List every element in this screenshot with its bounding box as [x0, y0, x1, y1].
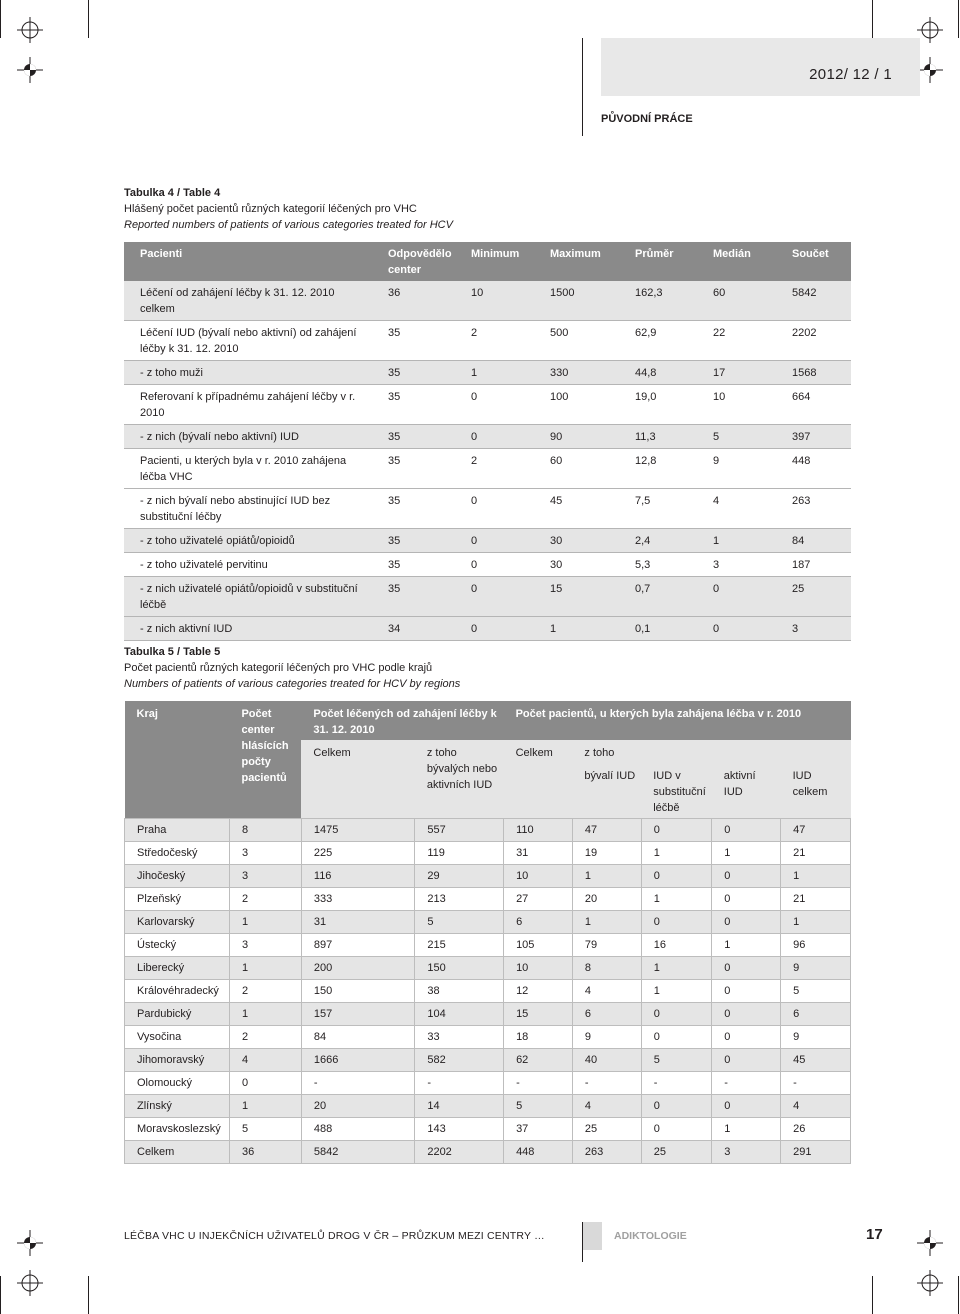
table-cell: 0 [641, 1003, 712, 1026]
table-cell: 0 [712, 865, 781, 888]
region-name: Jihočeský [125, 865, 230, 888]
table-cell: 40 [572, 1049, 641, 1072]
table-cell: 105 [504, 934, 573, 957]
table-cell: 116 [301, 865, 414, 888]
region-name: Moravskoslezský [125, 1118, 230, 1141]
table-cell: 1 [641, 842, 712, 865]
table-cell: 0 [467, 529, 546, 553]
table-cell: 0 [712, 957, 781, 980]
table-cell: 0 [712, 1003, 781, 1026]
registration-mark-icon [17, 57, 43, 83]
table-cell: 0 [709, 577, 788, 617]
row-label: - z toho uživatelé pervitinu [124, 553, 376, 577]
table-cell: 25 [788, 577, 851, 617]
table-cell: 1 [229, 1095, 301, 1118]
table-cell: 20 [572, 888, 641, 911]
table-cell: 215 [415, 934, 504, 957]
table-cell: 25 [572, 1118, 641, 1141]
table4-caption [124, 185, 453, 233]
row-label: - z toho uživatelé opiátů/opioidů [124, 529, 376, 553]
table-cell: 0 [467, 553, 546, 577]
header-iud-substituce: IUD v substituční léčbě [641, 763, 712, 819]
table-cell: 5 [781, 980, 851, 1003]
header-rule [582, 38, 583, 136]
table-cell: 2,4 [631, 529, 709, 553]
table-cell: 2202 [788, 321, 851, 361]
table-cell: 36 [376, 281, 467, 321]
table-cell: 0 [641, 865, 712, 888]
table-cell: 3 [712, 1141, 781, 1164]
table-cell: 1 [712, 842, 781, 865]
table-row [125, 1118, 851, 1141]
table-cell: 2 [229, 1026, 301, 1049]
table-cell: 0 [467, 577, 546, 617]
table-cell: 2202 [415, 1141, 504, 1164]
row-label: Léčení od zahájení léčby k 31. 12. 2010 celkem [124, 281, 376, 321]
registration-mark-icon [917, 1230, 943, 1256]
table-cell: 4 [709, 489, 788, 529]
table-cell: 0 [641, 1118, 712, 1141]
region-name: Královéhradecký [125, 980, 230, 1003]
header-center-count: Počet center hlásících počty pacientů [229, 701, 301, 819]
table-cell: 5842 [301, 1141, 414, 1164]
table-cell: 557 [415, 819, 504, 842]
table-cell: 0 [641, 819, 712, 842]
table-row [125, 911, 851, 934]
table-cell: 0 [467, 385, 546, 425]
table-row [124, 553, 851, 577]
table-cell: 1 [709, 529, 788, 553]
table-cell: 897 [301, 934, 414, 957]
table-row [124, 425, 851, 449]
table5 [124, 701, 851, 1164]
row-label: - z toho muži [124, 361, 376, 385]
table-row [125, 819, 851, 842]
table-cell: 33 [415, 1026, 504, 1049]
issue-number: 2012/ 12 / 1 [809, 66, 892, 83]
region-name: Pardubický [125, 1003, 230, 1026]
header-byvali-iud: bývalí IUD [572, 763, 641, 819]
table-cell: 10 [709, 385, 788, 425]
table-cell: 664 [788, 385, 851, 425]
table-row [124, 321, 851, 361]
table-row [124, 577, 851, 617]
table-cell: 0 [467, 489, 546, 529]
table-cell: 30 [546, 529, 631, 553]
row-label: - z nich bývalí nebo abstinující IUD bez substituční léčby [124, 489, 376, 529]
table-cell: 10 [504, 865, 573, 888]
table-row [125, 1003, 851, 1026]
table-cell: 7,5 [631, 489, 709, 529]
table-row [125, 842, 851, 865]
table-cell: 0 [641, 911, 712, 934]
table4-header-row [124, 242, 851, 281]
table-cell: 397 [788, 425, 851, 449]
table-cell: 47 [572, 819, 641, 842]
region-name: Vysočina [125, 1026, 230, 1049]
table-cell: 225 [301, 842, 414, 865]
table-cell: - [781, 1072, 851, 1095]
table-cell: 5,3 [631, 553, 709, 577]
footer-journal-name: ADIKTOLOGIE [614, 1230, 687, 1242]
table-cell: 35 [376, 577, 467, 617]
table4-subtitle-en: Reported numbers of patients of various categories treated for HCV [124, 219, 453, 231]
table-row [125, 1026, 851, 1049]
table-cell: 14 [415, 1095, 504, 1118]
region-name: Plzeňský [125, 888, 230, 911]
table-row [125, 888, 851, 911]
table-cell: 12,8 [631, 449, 709, 489]
table-cell: 79 [572, 934, 641, 957]
table-cell: 25 [641, 1141, 712, 1164]
table-cell: 5 [641, 1049, 712, 1072]
table-cell: 8 [229, 819, 301, 842]
table-cell: 263 [788, 489, 851, 529]
table-cell: 5 [415, 911, 504, 934]
table-cell: 5 [504, 1095, 573, 1118]
region-name: Ústecký [125, 934, 230, 957]
table-cell: 6 [572, 1003, 641, 1026]
table-cell: 15 [546, 577, 631, 617]
table-cell: 6 [504, 911, 573, 934]
table-cell: 62 [504, 1049, 573, 1072]
region-name: Praha [125, 819, 230, 842]
region-name: Středočeský [125, 842, 230, 865]
table-cell: 150 [415, 957, 504, 980]
table-cell: 330 [546, 361, 631, 385]
table-cell: 35 [376, 489, 467, 529]
table5-title: Tabulka 5 / Table 5 [124, 646, 221, 658]
region-name: Jihomoravský [125, 1049, 230, 1072]
table-cell: 2 [229, 980, 301, 1003]
table-cell: 5 [229, 1118, 301, 1141]
table-cell: 1 [781, 865, 851, 888]
table-row [124, 281, 851, 321]
table-cell: 11,3 [631, 425, 709, 449]
table-cell: 31 [301, 911, 414, 934]
page-number: 17 [866, 1226, 883, 1243]
table5-subtitle-en: Numbers of patients of various categories treated for HCV by regions [124, 678, 461, 690]
table-row [125, 1095, 851, 1118]
section-label: PŮVODNÍ PRÁCE [601, 113, 693, 125]
row-label: - z nich (bývalí nebo aktivní) IUD [124, 425, 376, 449]
table-cell: 21 [781, 842, 851, 865]
table-cell: 0 [712, 911, 781, 934]
table-cell: 110 [504, 819, 573, 842]
table-cell: 1500 [546, 281, 631, 321]
row-label: - z nich aktivní IUD [124, 617, 376, 641]
table-cell: 0 [712, 888, 781, 911]
table-cell: 62,9 [631, 321, 709, 361]
table4-subtitle-cz: Hlášený počet pacientů různých kategorií léčených pro VHC [124, 203, 417, 215]
table-cell: 150 [301, 980, 414, 1003]
header-kraj: Kraj [125, 701, 230, 819]
table-cell: - [712, 1072, 781, 1095]
table-cell: - [641, 1072, 712, 1095]
table-cell: 27 [504, 888, 573, 911]
table-cell: 34 [376, 617, 467, 641]
table-cell: 26 [781, 1118, 851, 1141]
row-label: Pacienti, u kterých byla v r. 2010 zahájena léčba VHC [124, 449, 376, 489]
registration-mark-icon [17, 1270, 43, 1296]
table-cell: 1 [546, 617, 631, 641]
table-cell: 60 [709, 281, 788, 321]
table-row [125, 957, 851, 980]
table-cell: 1 [229, 911, 301, 934]
table-cell: 19 [572, 842, 641, 865]
header-celkem: Celkem [301, 740, 414, 819]
table-cell: 45 [781, 1049, 851, 1072]
table-cell: 187 [788, 553, 851, 577]
table-cell: 0 [229, 1072, 301, 1095]
table-cell: - [504, 1072, 573, 1095]
header-z-toho: z toho [572, 740, 850, 763]
table-cell: 119 [415, 842, 504, 865]
table-cell: 0 [712, 1026, 781, 1049]
table-cell: 3 [229, 934, 301, 957]
table-cell: 0 [712, 980, 781, 1003]
table4-header-cell: Odpovědělo center [376, 242, 467, 281]
header-treated: Počet léčených od zahájení léčby k 31. 12. 2010 [301, 701, 503, 740]
table-cell: 143 [415, 1118, 504, 1141]
table4-header-cell: Maximum [546, 242, 631, 281]
table-cell: 0,1 [631, 617, 709, 641]
table-cell: 9 [572, 1026, 641, 1049]
region-name: Liberecký [125, 957, 230, 980]
table-cell: 213 [415, 888, 504, 911]
table-row [124, 489, 851, 529]
header-iud-celkem: IUD celkem [781, 763, 851, 819]
table-cell: 9 [781, 957, 851, 980]
registration-mark-icon [917, 17, 943, 43]
table-cell: 22 [709, 321, 788, 361]
header-started: Počet pacientů, u kterých byla zahájena léčba v r. 2010 [504, 701, 851, 740]
registration-mark-icon [17, 1230, 43, 1256]
table4-header-cell: Medián [709, 242, 788, 281]
table-cell: 35 [376, 361, 467, 385]
table-cell: 157 [301, 1003, 414, 1026]
table5-caption [124, 644, 460, 692]
table-cell: 35 [376, 321, 467, 361]
table-cell: 5842 [788, 281, 851, 321]
row-label: Referovaní k případnému zahájení léčby v r. 2010 [124, 385, 376, 425]
table-cell: 18 [504, 1026, 573, 1049]
table-cell: 0 [712, 1049, 781, 1072]
table-cell: - [572, 1072, 641, 1095]
row-label: - z nich uživatelé opiátů/opioidů v substituční léčbě [124, 577, 376, 617]
registration-mark-icon [917, 1270, 943, 1296]
table-cell: 1 [641, 888, 712, 911]
table-cell: 45 [546, 489, 631, 529]
table-cell: 17 [709, 361, 788, 385]
region-name: Zlínský [125, 1095, 230, 1118]
table-cell: 44,8 [631, 361, 709, 385]
table-cell: 2 [467, 449, 546, 489]
table-row [125, 1049, 851, 1072]
table-row [125, 1141, 851, 1164]
footer-article-title: LÉČBA VHC U INJEKČNÍCH UŽIVATELŮ DROG V ČR – PRŮZKUM MEZI CENTRY … [124, 1230, 545, 1242]
table-cell: 8 [572, 957, 641, 980]
table-cell: 0 [467, 425, 546, 449]
table-cell: 1 [229, 957, 301, 980]
table-cell: 500 [546, 321, 631, 361]
table-cell: 15 [504, 1003, 573, 1026]
table-cell: 21 [781, 888, 851, 911]
table-row [125, 865, 851, 888]
table-row [124, 361, 851, 385]
table-cell: 84 [788, 529, 851, 553]
table-cell: 16 [641, 934, 712, 957]
table-cell: 333 [301, 888, 414, 911]
registration-mark-icon [917, 57, 943, 83]
table5-subtitle-cz: Počet pacientů různých kategorií léčených pro VHC podle krajů [124, 662, 433, 674]
header-aktivni-iud: aktivní IUD [712, 763, 781, 819]
table-cell: 90 [546, 425, 631, 449]
table-cell: 47 [781, 819, 851, 842]
header-z-toho-iud: z toho bývalých nebo aktivních IUD [415, 740, 504, 819]
table-cell: 1 [712, 1118, 781, 1141]
table-cell: 0 [712, 819, 781, 842]
region-name: Olomoucký [125, 1072, 230, 1095]
table-cell: 29 [415, 865, 504, 888]
table-cell: - [415, 1072, 504, 1095]
table-cell: 84 [301, 1026, 414, 1049]
row-label: Léčení IUD (bývalí nebo aktivní) od zahájení léčby k 31. 12. 2010 [124, 321, 376, 361]
table-cell: 35 [376, 553, 467, 577]
table-cell: 1 [712, 934, 781, 957]
table4-header-cell: Minimum [467, 242, 546, 281]
table-cell: - [301, 1072, 414, 1095]
table-cell: 0,7 [631, 577, 709, 617]
table-cell: 1 [641, 980, 712, 1003]
table-cell: 100 [546, 385, 631, 425]
footer-band [583, 1222, 602, 1250]
table-cell: 4 [572, 1095, 641, 1118]
table-cell: 4 [781, 1095, 851, 1118]
table-cell: 3 [709, 553, 788, 577]
table-cell: 582 [415, 1049, 504, 1072]
registration-mark-icon [17, 17, 43, 43]
table-row [124, 385, 851, 425]
table-row [125, 1072, 851, 1095]
table-row [124, 617, 851, 641]
table-cell: 1 [229, 1003, 301, 1026]
table-cell: 6 [781, 1003, 851, 1026]
table-cell: 38 [415, 980, 504, 1003]
table-cell: 1 [572, 911, 641, 934]
table-cell: 12 [504, 980, 573, 1003]
table-cell: 3 [229, 865, 301, 888]
table-cell: 30 [546, 553, 631, 577]
table-row [125, 980, 851, 1003]
table-cell: 31 [504, 842, 573, 865]
table-row [124, 529, 851, 553]
table-cell: 3 [229, 842, 301, 865]
table-cell: 200 [301, 957, 414, 980]
table-cell: 104 [415, 1003, 504, 1026]
table-row [125, 934, 851, 957]
table-cell: 0 [712, 1095, 781, 1118]
table-cell: 1666 [301, 1049, 414, 1072]
table-cell: 4 [229, 1049, 301, 1072]
table-cell: 0 [641, 1026, 712, 1049]
table-cell: 2 [467, 321, 546, 361]
table-cell: 37 [504, 1118, 573, 1141]
table-cell: 10 [467, 281, 546, 321]
table-cell: 488 [301, 1118, 414, 1141]
table-cell: 35 [376, 529, 467, 553]
table4-title: Tabulka 4 / Table 4 [124, 187, 221, 199]
table-cell: 2 [229, 888, 301, 911]
table-cell: 35 [376, 385, 467, 425]
table-cell: 0 [709, 617, 788, 641]
table-cell: 9 [781, 1026, 851, 1049]
table-cell: 3 [788, 617, 851, 641]
table-cell: 5 [709, 425, 788, 449]
table-cell: 0 [641, 1095, 712, 1118]
table5-header-row [125, 701, 851, 740]
table4-header-cell: Součet [788, 242, 851, 281]
table-cell: 263 [572, 1141, 641, 1164]
table-cell: 448 [504, 1141, 573, 1164]
table-cell: 35 [376, 449, 467, 489]
table-cell: 9 [709, 449, 788, 489]
table-cell: 36 [229, 1141, 301, 1164]
table4-header-cell: Průměr [631, 242, 709, 281]
table-cell: 1 [641, 957, 712, 980]
table-cell: 1475 [301, 819, 414, 842]
table-cell: 20 [301, 1095, 414, 1118]
table-cell: 60 [546, 449, 631, 489]
header-celkem: Celkem [504, 740, 573, 819]
table-cell: 35 [376, 425, 467, 449]
region-name: Celkem [125, 1141, 230, 1164]
table-cell: 1 [572, 865, 641, 888]
table-row [124, 449, 851, 489]
table-cell: 1 [781, 911, 851, 934]
table-cell: 10 [504, 957, 573, 980]
table4-header-cell: Pacienti [124, 242, 376, 281]
table-cell: 0 [467, 617, 546, 641]
table-cell: 19,0 [631, 385, 709, 425]
table-cell: 448 [788, 449, 851, 489]
table-cell: 4 [572, 980, 641, 1003]
table-cell: 1568 [788, 361, 851, 385]
table4 [124, 242, 851, 641]
region-name: Karlovarský [125, 911, 230, 934]
table-cell: 96 [781, 934, 851, 957]
table-cell: 1 [467, 361, 546, 385]
table-cell: 291 [781, 1141, 851, 1164]
table-cell: 162,3 [631, 281, 709, 321]
